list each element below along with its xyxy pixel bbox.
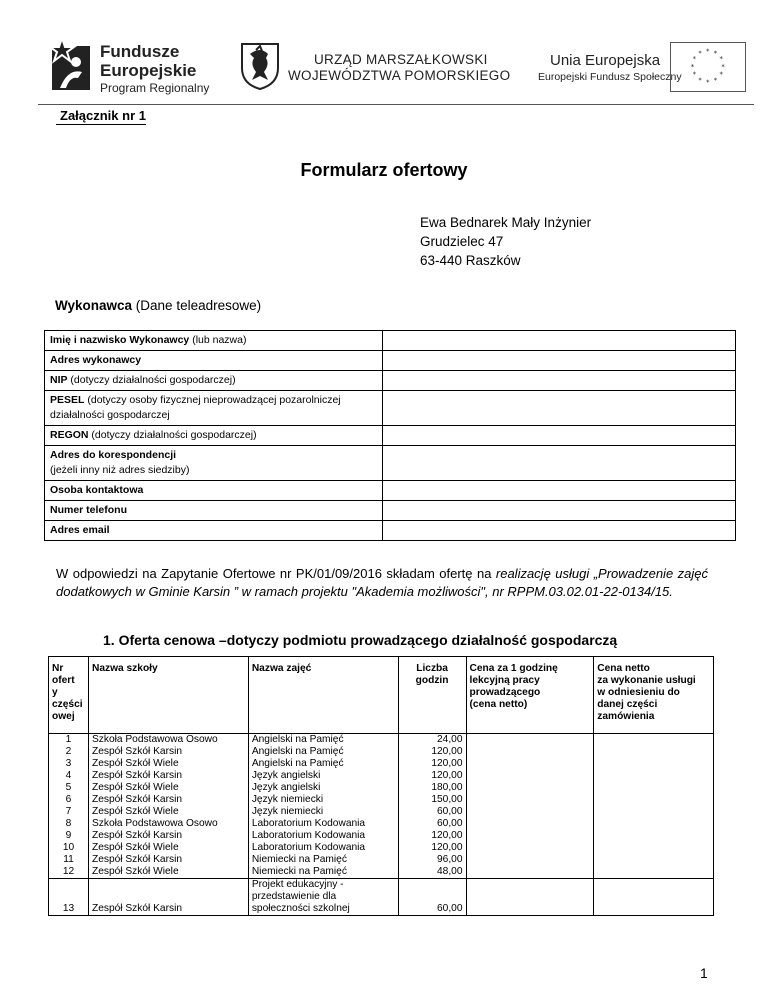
form-label-text2: działalności gospodarczej xyxy=(50,409,170,421)
row-rate-field[interactable] xyxy=(466,758,594,770)
svg-text:*: * xyxy=(698,49,702,58)
eu-flag-icon xyxy=(670,42,746,92)
row-hours: 150,00 xyxy=(398,794,466,806)
row-total-field[interactable] xyxy=(594,806,714,818)
griffin-crest-icon xyxy=(240,42,280,90)
header-rate: Cena za 1 godzinę lekcyjną pracy prowadzącego (cena netto) xyxy=(466,657,594,734)
fundusze-europejskie-star-logo xyxy=(38,38,98,98)
row-course: Język angielski xyxy=(248,770,398,782)
row-nr: 5 xyxy=(49,782,89,794)
row-course: Projekt edukacyjny - przedstawienie dla społeczności szkolnej xyxy=(248,879,398,916)
contractor-heading xyxy=(55,298,261,313)
row-school: Zespół Szkół Karsin xyxy=(88,746,248,758)
row-course: Niemiecki na Pamięć xyxy=(248,866,398,879)
row-nr: 8 xyxy=(49,818,89,830)
row-total-field[interactable] xyxy=(594,734,714,747)
header-school: Nazwa szkoły xyxy=(88,657,248,734)
table-row xyxy=(49,770,714,782)
form-value-field[interactable] xyxy=(383,481,736,501)
table-row xyxy=(49,818,714,830)
form-label xyxy=(45,426,383,446)
contractor-heading-rest: (Dane teleadresowe) xyxy=(132,298,262,313)
row-hours: 60,00 xyxy=(398,818,466,830)
form-label-bold: Adres do korespondencji xyxy=(50,449,177,461)
row-rate-field[interactable] xyxy=(466,806,594,818)
page-title: Formularz ofertowy xyxy=(300,160,468,180)
svg-text:*: * xyxy=(713,76,718,85)
row-hours: 96,00 xyxy=(398,854,466,866)
row-hours: 60,00 xyxy=(398,806,466,818)
row-total-field[interactable] xyxy=(594,746,714,758)
form-value-field[interactable] xyxy=(383,371,736,391)
section-heading: 1. Oferta cenowa –dotyczy podmiotu prowadzącego działalność gospodarczą xyxy=(103,632,618,648)
fe-line3: Program Regionalny xyxy=(100,81,210,95)
header-hours: Liczba godzin xyxy=(398,657,466,734)
row-hours: 120,00 xyxy=(398,746,466,758)
row-total-field[interactable] xyxy=(594,830,714,842)
table-row xyxy=(49,842,714,854)
row-total-field[interactable] xyxy=(594,758,714,770)
form-value-field[interactable] xyxy=(383,391,736,426)
table-row xyxy=(49,734,714,747)
row-nr: 1 xyxy=(49,734,89,747)
table-row xyxy=(49,879,714,916)
form-label-bold: Numer telefonu xyxy=(50,504,128,516)
svg-text:*: * xyxy=(719,70,723,79)
header-course: Nazwa zajęć xyxy=(248,657,398,734)
form-label xyxy=(45,446,383,481)
row-course: Angielski na Pamięć xyxy=(248,746,398,758)
page-number: 1 xyxy=(700,965,708,981)
row-total-field[interactable] xyxy=(594,794,714,806)
form-row xyxy=(45,391,736,426)
row-school: Zespół Szkół Wiele xyxy=(88,806,248,818)
form-label xyxy=(45,501,383,521)
row-rate-field[interactable] xyxy=(466,830,594,842)
svg-text:*: * xyxy=(692,70,696,79)
header-divider xyxy=(38,104,754,105)
row-rate-field[interactable] xyxy=(466,879,594,916)
row-rate-field[interactable] xyxy=(466,734,594,747)
attachment-label: Załącznik nr 1 xyxy=(56,108,146,125)
svg-text:*: * xyxy=(713,49,718,58)
form-row xyxy=(45,426,736,446)
form-row xyxy=(45,446,736,481)
row-nr: 4 xyxy=(49,770,89,782)
um-line1: URZĄD MARSZAŁKOWSKI xyxy=(314,52,488,67)
row-course: Język niemiecki xyxy=(248,794,398,806)
ue-subtitle: Europejski Fundusz Społeczny xyxy=(538,71,682,83)
fundusze-europejskie-text xyxy=(100,42,209,96)
row-course: Język angielski xyxy=(248,782,398,794)
form-label-text: (lub nazwa) xyxy=(189,334,247,346)
svg-text:*: * xyxy=(698,76,702,85)
um-line2: WOJEWÓDZTWA POMORSKIEGO xyxy=(288,68,511,83)
row-nr: 13 xyxy=(49,879,89,916)
row-school: Zespół Szkół Wiele xyxy=(88,842,248,854)
row-school: Zespół Szkół Karsin xyxy=(88,770,248,782)
table-row xyxy=(49,866,714,879)
row-course: Laboratorium Kodowania xyxy=(248,818,398,830)
form-label xyxy=(45,371,383,391)
form-row xyxy=(45,521,736,541)
form-label-bold: Imię i nazwisko Wykonawcy xyxy=(50,334,190,346)
row-school: Zespół Szkół Karsin xyxy=(88,879,248,916)
row-hours: 60,00 xyxy=(398,879,466,916)
row-nr: 6 xyxy=(49,794,89,806)
row-total-field[interactable] xyxy=(594,866,714,879)
form-row xyxy=(45,481,736,501)
form-value-field[interactable] xyxy=(383,351,736,371)
form-label xyxy=(45,331,383,351)
row-hours: 120,00 xyxy=(398,830,466,842)
table-row xyxy=(49,830,714,842)
form-label-text: (dotyczy osoby fizycznej nieprowadzącej pozarolniczej xyxy=(84,394,341,406)
price-table xyxy=(48,656,714,916)
form-label-bold: NIP xyxy=(50,374,68,386)
offer-paragraph xyxy=(56,565,708,601)
price-table-header-row xyxy=(49,657,714,734)
svg-text:*: * xyxy=(690,62,695,71)
row-school: Zespół Szkół Karsin xyxy=(88,830,248,842)
offer-paragraph-italic: realizację usługi „Prowadzenie zajęć dodatkowych w Gminie Karsin ” w ramach projektu "Akademia możliwości", nr RPPM.03.02.01-22-0134/15. xyxy=(56,566,708,599)
row-school: Szkoła Podstawowa Osowo xyxy=(88,818,248,830)
form-row xyxy=(45,331,736,351)
form-value-field[interactable] xyxy=(383,426,736,446)
row-rate-field[interactable] xyxy=(466,746,594,758)
row-rate-field[interactable] xyxy=(466,866,594,879)
row-school: Zespół Szkół Karsin xyxy=(88,794,248,806)
row-rate-field[interactable] xyxy=(466,782,594,794)
form-label-bold: REGON xyxy=(50,429,89,441)
header-total: Cena netto za wykonanie usługi w odniesieniu do danej części zamówienia xyxy=(594,657,714,734)
form-row xyxy=(45,501,736,521)
contractor-form-table xyxy=(44,330,736,541)
row-rate-field[interactable] xyxy=(466,854,594,866)
row-rate-field[interactable] xyxy=(466,770,594,782)
table-row xyxy=(49,746,714,758)
form-row xyxy=(45,351,736,371)
table-row xyxy=(49,854,714,866)
recipient-address xyxy=(420,213,591,270)
row-hours: 120,00 xyxy=(398,758,466,770)
fe-line2: Europejskie xyxy=(100,61,197,80)
row-course: Angielski na Pamięć xyxy=(248,758,398,770)
row-school: Zespół Szkół Wiele xyxy=(88,758,248,770)
form-value-field[interactable] xyxy=(383,521,736,541)
row-hours: 24,00 xyxy=(398,734,466,747)
form-label-bold: Adres wykonawcy xyxy=(50,354,142,366)
row-nr: 7 xyxy=(49,806,89,818)
row-course: Laboratorium Kodowania xyxy=(248,842,398,854)
row-total-field[interactable] xyxy=(594,818,714,830)
contractor-heading-bold: Wykonawca xyxy=(55,298,133,313)
row-course: Angielski na Pamięć xyxy=(248,734,398,747)
row-total-field[interactable] xyxy=(594,782,714,794)
row-course: Język niemiecki xyxy=(248,806,398,818)
svg-text:*: * xyxy=(719,55,723,64)
row-school: Szkoła Podstawowa Osowo xyxy=(88,734,248,747)
recipient-street: Grudzielec 47 xyxy=(420,234,504,249)
table-row xyxy=(49,806,714,818)
svg-text:*: * xyxy=(706,78,710,87)
row-rate-field[interactable] xyxy=(466,818,594,830)
svg-text:*: * xyxy=(706,47,710,56)
svg-text:*: * xyxy=(721,62,725,71)
fe-line1: Fundusze xyxy=(100,42,180,61)
row-rate-field[interactable] xyxy=(466,842,594,854)
row-hours: 48,00 xyxy=(398,866,466,879)
form-row xyxy=(45,371,736,391)
svg-text:*: * xyxy=(692,55,696,64)
row-hours: 180,00 xyxy=(398,782,466,794)
form-label-bold: Osoba kontaktowa xyxy=(50,484,144,496)
row-total-field[interactable] xyxy=(594,854,714,866)
form-label xyxy=(45,391,383,426)
form-label-bold: Adres email xyxy=(50,524,110,536)
form-label-text2: (jeżeli inny niż adres siedziby) xyxy=(50,464,190,476)
row-course: Laboratorium Kodowania xyxy=(248,830,398,842)
recipient-city: 63-440 Raszków xyxy=(420,253,521,268)
form-label-text: (dotyczy działalności gospodarczej) xyxy=(88,429,257,441)
unia-europejska-text xyxy=(538,52,682,84)
form-label xyxy=(45,351,383,371)
row-school: Zespół Szkół Karsin xyxy=(88,854,248,866)
form-label-text: (dotyczy działalności gospodarczej) xyxy=(67,374,236,386)
row-nr: 12 xyxy=(49,866,89,879)
table-row xyxy=(49,758,714,770)
ue-title: Unia Europejska xyxy=(550,52,661,69)
form-value-field[interactable] xyxy=(383,446,736,481)
row-nr: 9 xyxy=(49,830,89,842)
row-nr: 2 xyxy=(49,746,89,758)
table-row xyxy=(49,782,714,794)
form-label-bold: PESEL xyxy=(50,394,85,406)
header-nr: Nr ofert y części owej xyxy=(49,657,89,734)
row-nr: 10 xyxy=(49,842,89,854)
row-rate-field[interactable] xyxy=(466,794,594,806)
form-label xyxy=(45,481,383,501)
row-total-field[interactable] xyxy=(594,770,714,782)
table-row xyxy=(49,794,714,806)
row-course: Niemiecki na Pamięć xyxy=(248,854,398,866)
urzad-marszalkowski-text xyxy=(288,52,510,84)
offer-paragraph-text: W odpowiedzi na Zapytanie Ofertowe nr PK/01/09/2016 składam ofertę na xyxy=(56,566,496,581)
form-value-field[interactable] xyxy=(383,501,736,521)
row-school: Zespół Szkół Wiele xyxy=(88,866,248,879)
recipient-name: Ewa Bednarek Mały Inżynier xyxy=(420,215,592,230)
row-nr: 11 xyxy=(49,854,89,866)
row-total-field[interactable] xyxy=(594,879,714,916)
row-school: Zespół Szkół Wiele xyxy=(88,782,248,794)
row-total-field[interactable] xyxy=(594,842,714,854)
form-value-field[interactable] xyxy=(383,331,736,351)
row-nr: 3 xyxy=(49,758,89,770)
row-hours: 120,00 xyxy=(398,842,466,854)
form-label xyxy=(45,521,383,541)
row-hours: 120,00 xyxy=(398,770,466,782)
